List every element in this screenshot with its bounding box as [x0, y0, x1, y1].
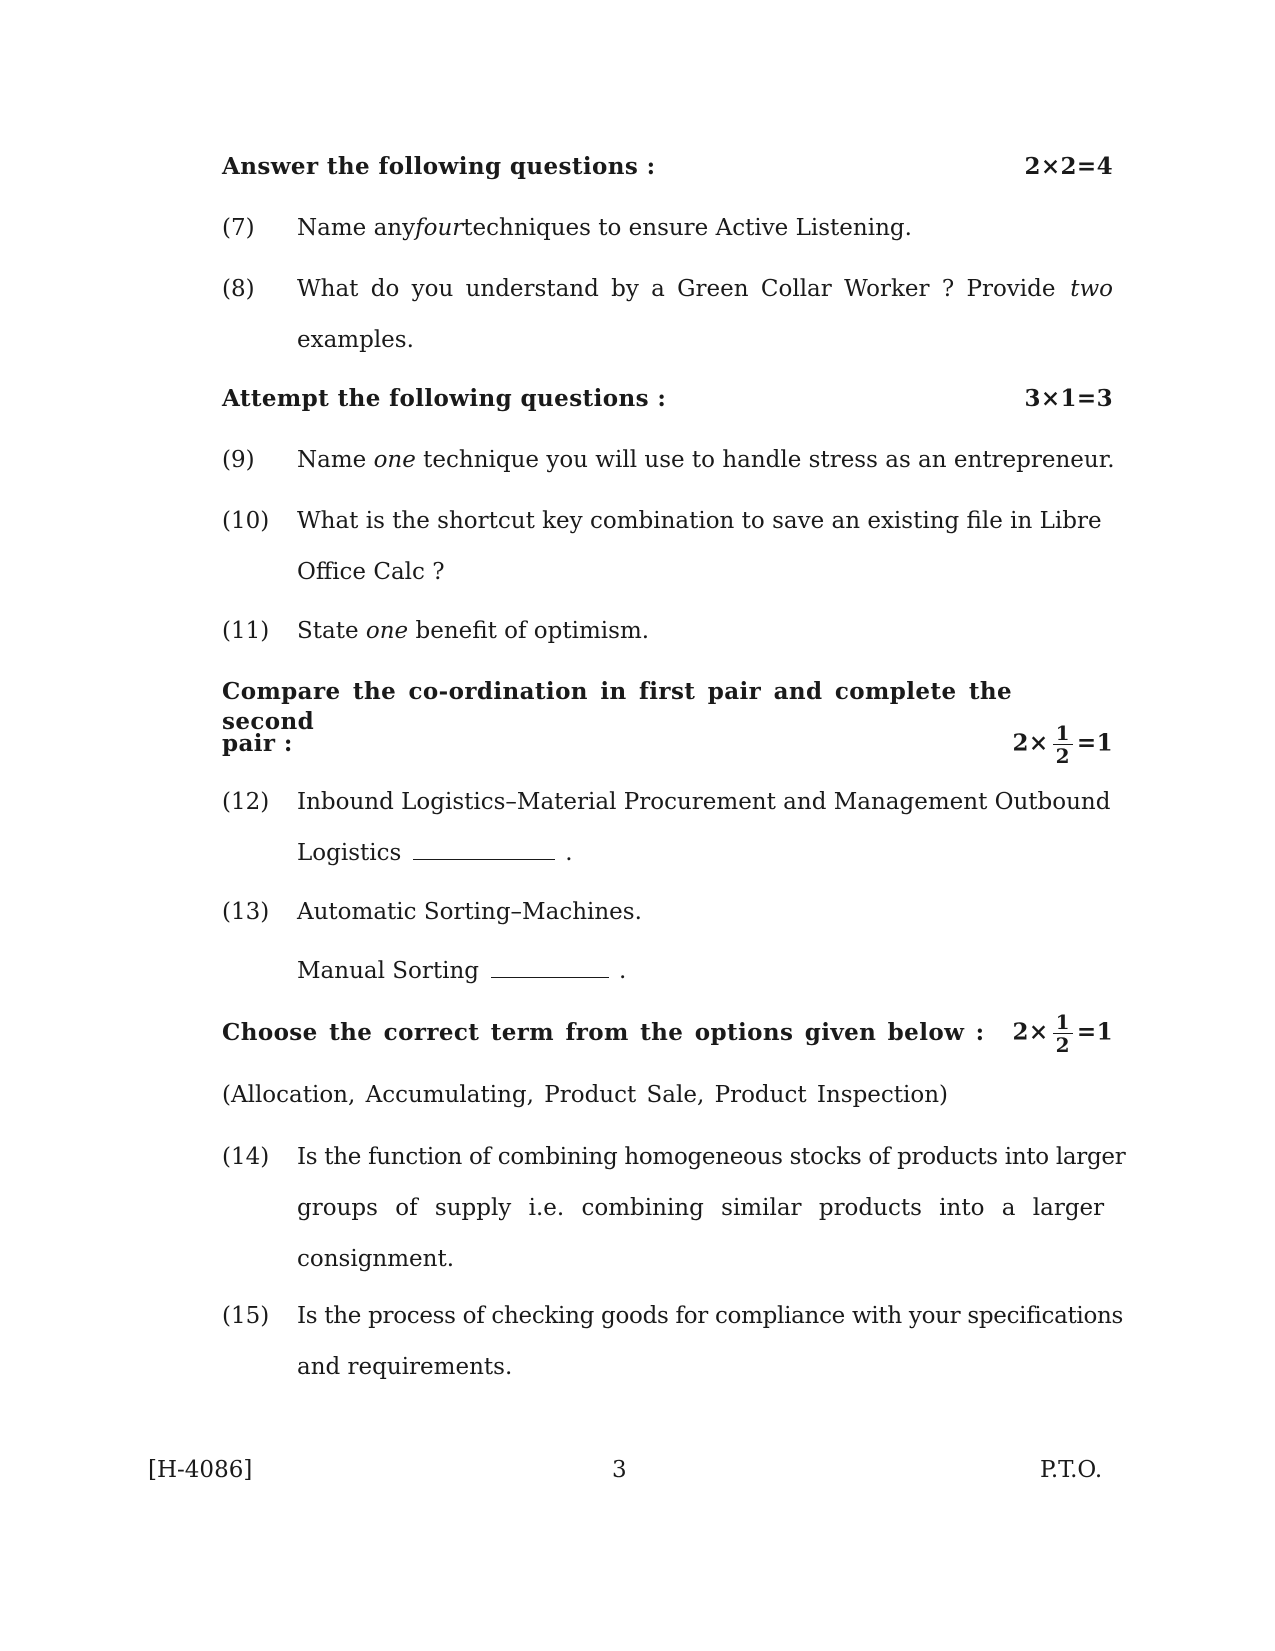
q14-line1: Is the function of combining homogeneous stocks of products into larger: [297, 1144, 1126, 1170]
section-heading-answer: [222, 152, 1113, 182]
fraction-denominator: 2: [1055, 743, 1070, 768]
fraction-denominator: 2: [1055, 1032, 1070, 1057]
q12-line2: Logistics: [297, 840, 402, 866]
q10-line1: What is the shortcut key combination to save an existing file in Libre: [297, 508, 1102, 534]
q9-pre: Name: [297, 447, 374, 473]
q7-em: four: [415, 215, 464, 241]
marks-label: [1013, 722, 1113, 767]
question-number: (12): [222, 789, 270, 815]
page-number: 3: [612, 1457, 627, 1483]
q14-line2: groups of supply i.e. combining similar products into a larger: [297, 1195, 1105, 1221]
q8-em: two: [1070, 276, 1113, 302]
q13-line2: Manual Sorting: [297, 958, 480, 984]
q15-line2: and requirements.: [297, 1354, 513, 1380]
marks-label: 2×2=4: [1024, 153, 1113, 180]
heading-text: Attempt the following questions :: [222, 385, 667, 412]
question-number: (11): [222, 618, 270, 644]
q14-line3: consignment.: [297, 1246, 455, 1272]
question-number: (14): [222, 1144, 270, 1170]
q9-post: technique you will use to handle stress as an entrepreneur.: [415, 447, 1115, 473]
section-heading-compare-line2: [222, 716, 1113, 772]
q11-pre: State: [297, 618, 366, 644]
q13-end: .: [619, 958, 627, 984]
heading-text: Answer the following questions :: [222, 153, 656, 180]
q12-line1: Inbound Logistics–Material Procurement and Management Outbound: [297, 789, 1111, 815]
q7-post: techniques to ensure Active Listening.: [463, 215, 912, 241]
paper-code: [H-4086]: [148, 1457, 253, 1483]
marks-suffix: =1: [1076, 729, 1113, 756]
q7-pre: Name any: [297, 215, 416, 241]
question-number: (15): [222, 1303, 270, 1329]
q11-em: one: [365, 618, 409, 644]
fraction-half: [1053, 722, 1073, 767]
fraction-half: [1053, 1011, 1073, 1056]
question-number: (10): [222, 508, 270, 534]
fraction-numerator: 1: [1053, 722, 1073, 745]
q15-line1: Is the process of checking goods for compliance with your specifications: [297, 1303, 1124, 1329]
question-number: (7): [222, 215, 255, 241]
fraction-numerator: 1: [1053, 1011, 1073, 1034]
options-list: (Allocation, Accumulating, Product Sale, Product Inspection): [222, 1082, 949, 1108]
heading-text-line1: Compare the co-ordination in first pair and complete the second: [222, 678, 1013, 735]
marks-label: 3×1=3: [1024, 385, 1113, 412]
q12-end: .: [565, 840, 573, 866]
pto-label: P.T.O.: [1040, 1457, 1103, 1483]
q8-line2: examples.: [297, 327, 414, 353]
heading-text-line2: pair :: [222, 730, 293, 757]
question-number: (13): [222, 899, 270, 925]
q8-line1: What do you understand by a Green Collar Worker ? Provide: [297, 276, 1056, 302]
q11-post: benefit of optimism.: [408, 618, 650, 644]
heading-text: Choose the correct term from the options given below :: [222, 1019, 985, 1046]
section-heading-attempt: [222, 384, 1113, 414]
q9-em: one: [373, 447, 416, 473]
answer-blank[interactable]: [413, 837, 555, 860]
section-heading-choose: [222, 1004, 1113, 1062]
q10-line2: Office Calc ?: [297, 559, 445, 585]
question-number: (8): [222, 276, 255, 302]
marks-prefix: 2×: [1012, 1018, 1049, 1045]
marks-prefix: 2×: [1012, 729, 1049, 756]
q13-line1: Automatic Sorting–Machines.: [297, 899, 642, 925]
marks-label: [1013, 1011, 1113, 1056]
answer-blank[interactable]: [491, 955, 609, 978]
question-number: (9): [222, 447, 255, 473]
marks-suffix: =1: [1076, 1018, 1113, 1045]
